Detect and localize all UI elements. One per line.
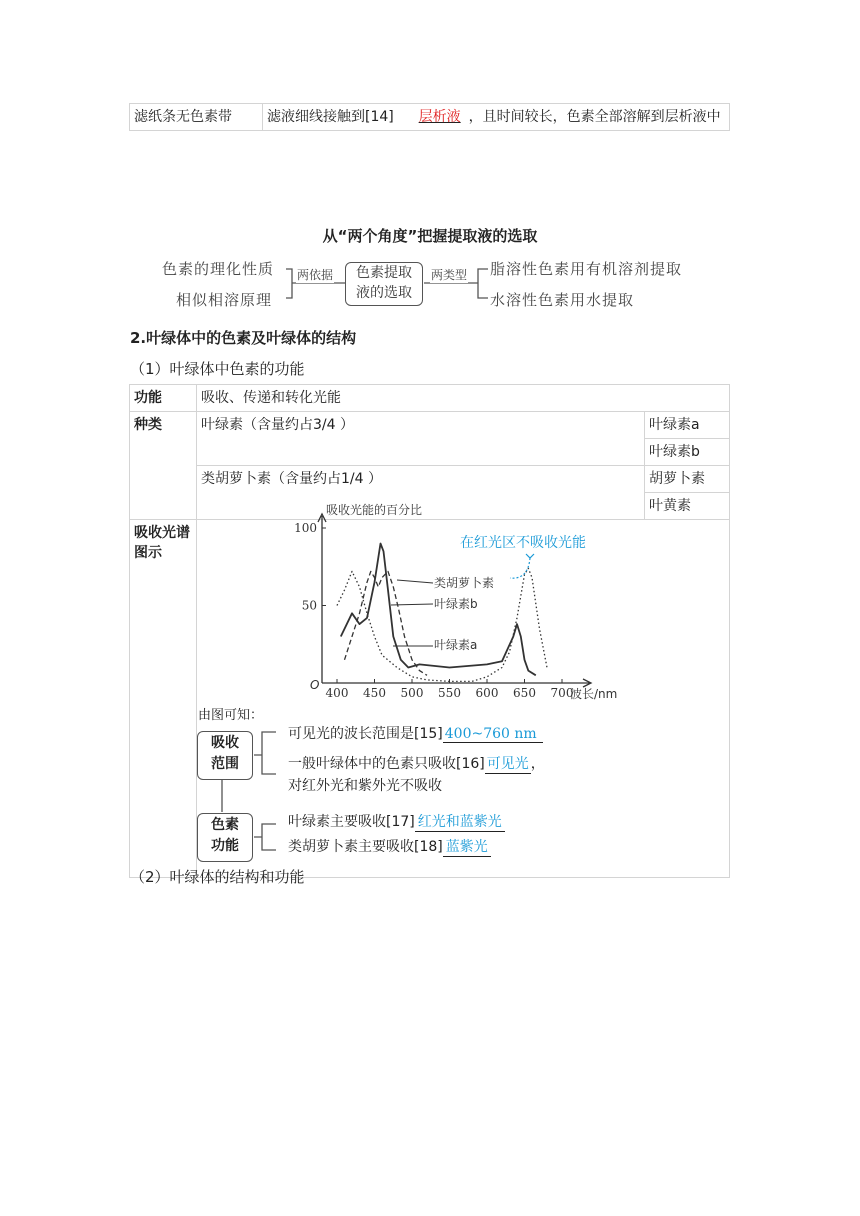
answer-15: 400~760 nm: [443, 726, 543, 743]
summary-16-pre: 一般叶绿体中的色素只吸收[16]: [288, 756, 485, 772]
x-tick-label: 700: [550, 686, 574, 700]
left-top-label: 色素的理化性质: [162, 260, 275, 278]
carotene-cell: 胡萝卜素: [645, 466, 730, 493]
top-table-text-post: ，且时间较长，色素全部溶解到层析液中: [468, 109, 721, 125]
type-label: 种类: [130, 412, 197, 520]
top-table-cell-2: [263, 104, 730, 131]
note-arrow: [510, 558, 530, 578]
center-line-1: 色素提取: [356, 265, 412, 281]
xanthophyll-cell: 叶黄素: [645, 493, 730, 520]
box2-line-1: 色素: [211, 817, 239, 833]
y-tick-label: 50: [301, 598, 317, 613]
left-connector-label: 两依据: [297, 268, 334, 282]
x-tick-label: 650: [513, 686, 536, 700]
answer-16: 可见光: [485, 753, 531, 774]
answer-17: 红光和蓝紫光: [415, 811, 505, 832]
summary-line-16: [288, 753, 545, 774]
top-table-text-pre: 滤液细线接触到[14]: [267, 109, 394, 125]
subsection-2-heading: （2）叶绿体的结构和功能: [130, 868, 305, 886]
label-chl-b: 叶绿素b: [434, 597, 478, 611]
summary-line-16b: 对红外光和紫外光不吸收: [288, 778, 442, 794]
subsection-1-heading: （1）叶绿体中色素的功能: [130, 360, 305, 378]
x-tick-label: 450: [363, 686, 386, 700]
y-tick-label: 100: [294, 521, 317, 535]
left-bottom-label: 相似相溶原理: [176, 291, 273, 309]
carotenoid-cell: 类胡萝卜素（含量约占1/4 ）: [197, 466, 645, 520]
absorption-range-box: [197, 731, 253, 780]
section-2-heading: 2.叶绿体中的色素及叶绿体的结构: [130, 329, 357, 347]
summary-line-15: [288, 723, 543, 743]
spectrum-label-line-1: 吸收光谱: [134, 525, 190, 541]
chl-a-cell: 叶绿素a: [645, 412, 730, 439]
right-connector-label: 两类型: [431, 268, 468, 282]
top-table: [129, 103, 730, 131]
spectrum-label: [130, 520, 197, 878]
box1-line-1: 吸收: [211, 735, 239, 751]
summary-15-pre: 可见光的波长范围是[15]: [288, 726, 443, 742]
leader-carotenoid: [397, 580, 433, 583]
center-box: [345, 262, 423, 306]
chlorophyll-cell: 叶绿素（含量约占3/4 ）: [197, 412, 645, 466]
red-region-note: 在红光区不吸收光能: [460, 535, 586, 551]
summary-16-post: ，: [530, 756, 545, 772]
top-table-cell-1: 滤纸条无色素带: [130, 104, 263, 131]
center-line-2: 液的选取: [356, 285, 412, 301]
chl-b-cell: 叶绿素b: [645, 439, 730, 466]
label-carotenoid: 类胡萝卜素: [434, 576, 495, 590]
right-top-label: 脂溶性色素用有机溶剂提取: [490, 260, 683, 278]
label-chl-a: 叶绿素a: [434, 638, 478, 652]
right-bottom-label: 水溶性色素用水提取: [490, 291, 635, 309]
function-value: 吸收、传递和转化光能: [197, 385, 730, 412]
pigment-function-box: [197, 813, 253, 862]
answer-14: 层析液: [418, 109, 461, 125]
y-axis-title: 吸收光能的百分比: [326, 503, 423, 517]
extraction-title: 从“两个角度”把握提取液的选取: [322, 227, 538, 245]
summary-17-pre: 叶绿素主要吸收[17]: [288, 814, 415, 830]
summary-line-18: [288, 836, 491, 857]
function-label: 功能: [130, 385, 197, 412]
summary-line-17: [288, 811, 505, 832]
chart-origin: O: [310, 678, 320, 692]
answer-18: 蓝紫光: [443, 836, 491, 857]
x-tick-label: 500: [400, 686, 424, 700]
summary-18-pre: 类胡萝卜素主要吸收[18]: [288, 839, 443, 855]
note-arrowhead: [526, 554, 534, 558]
x-tick-label: 550: [438, 686, 461, 700]
spectrum-label-line-2: 图示: [134, 545, 162, 561]
absorption-spectrum-chart: [290, 500, 650, 700]
x-tick-label: 400: [325, 686, 349, 700]
summary-intro: 由图可知：: [198, 708, 264, 723]
series-line-dashed: [345, 571, 428, 675]
box2-line-2: 功能: [211, 838, 239, 854]
x-axis-title: 波长/nm: [570, 687, 618, 700]
box1-line-2: 范围: [211, 756, 239, 772]
x-tick-label: 600: [475, 686, 499, 700]
